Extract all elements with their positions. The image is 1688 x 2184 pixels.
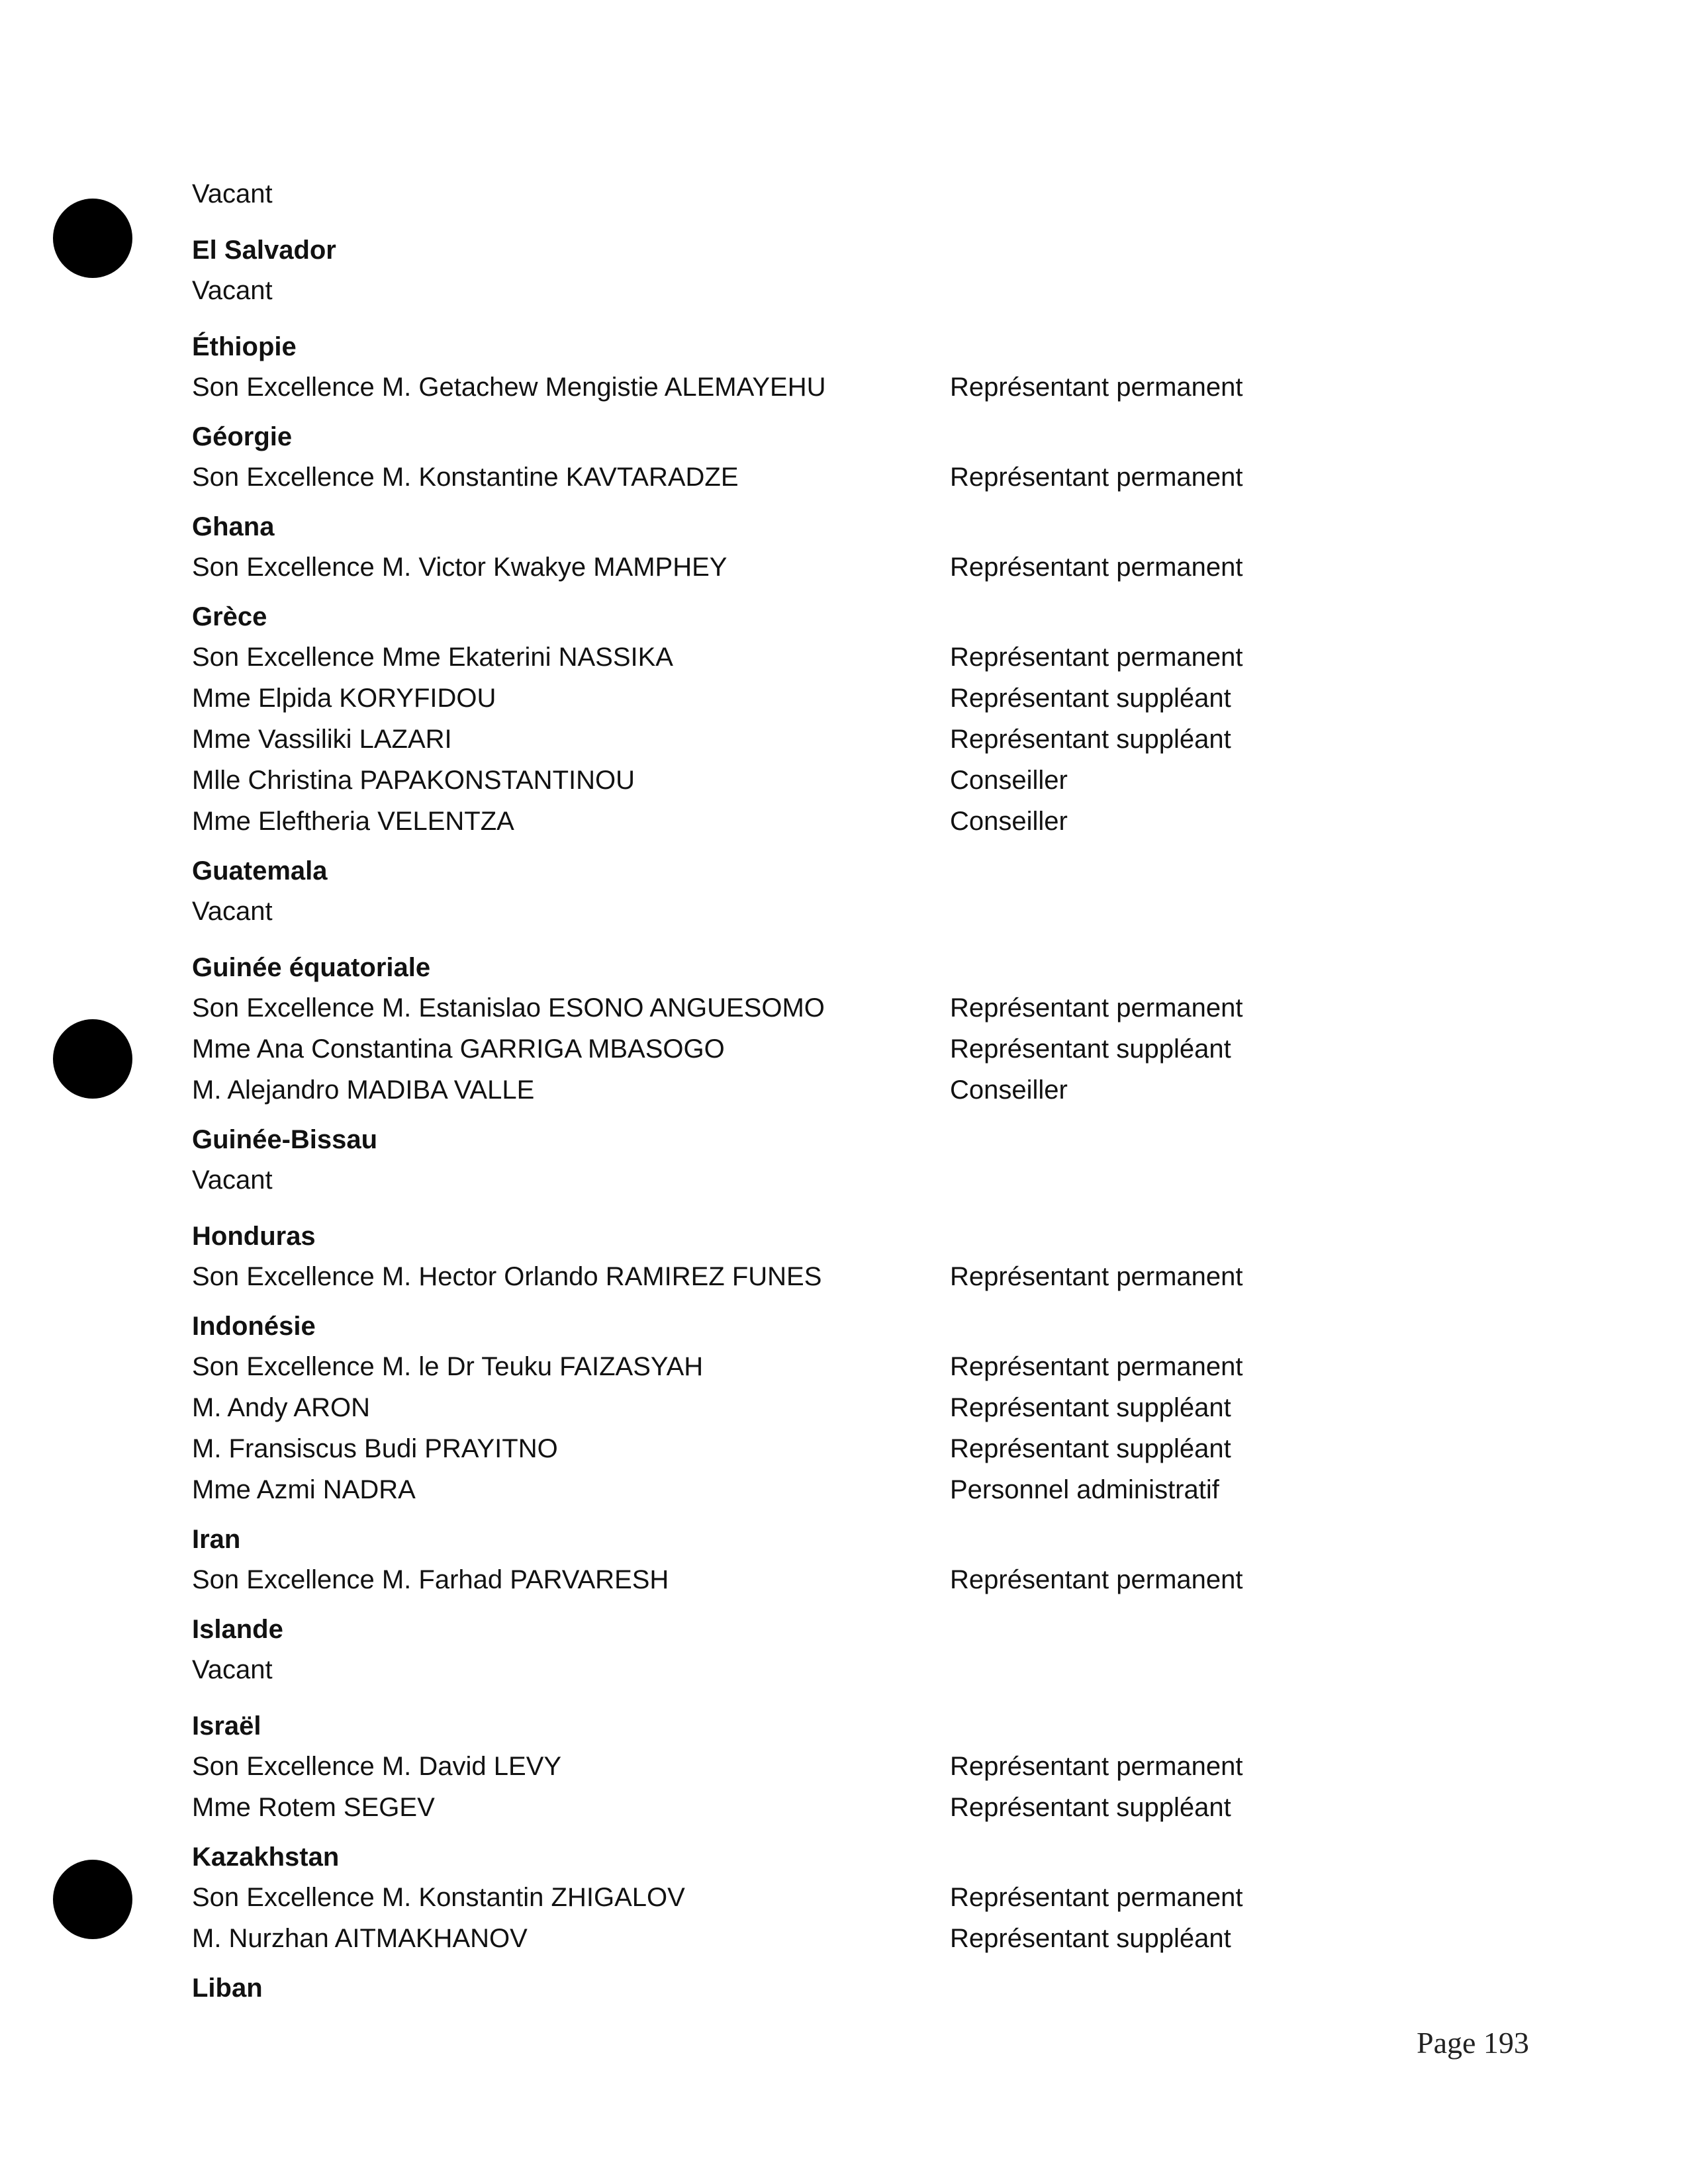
country-block (192, 417, 1317, 498)
member-role: Représentant suppléant (950, 1393, 1231, 1422)
member-name: Mme Vassiliki LAZARI (192, 725, 452, 754)
member-row (192, 987, 1317, 1028)
member-name: Mme Rotem SEGEV (192, 1793, 435, 1822)
member-name: Vacant (192, 897, 273, 926)
country-heading: Israël (192, 1711, 261, 1741)
punch-hole (53, 1019, 132, 1099)
member-name: Son Excellence M. Konstantine KAVTARADZE (192, 463, 739, 492)
member-row (192, 760, 1317, 801)
member-row (192, 678, 1317, 719)
member-name: Vacant (192, 179, 273, 208)
member-role: Représentant suppléant (950, 1434, 1231, 1463)
country-heading: Guinée-Bissau (192, 1125, 378, 1154)
country-heading: El Salvador (192, 236, 336, 265)
member-name: M. Alejandro MADIBA VALLE (192, 1075, 535, 1105)
member-role: Représentant permanent (950, 1352, 1243, 1381)
member-name: Son Excellence M. Victor Kwakye MAMPHEY (192, 553, 727, 582)
country-block (192, 1968, 1317, 2008)
member-role: Conseiller (950, 807, 1068, 836)
member-row (192, 1469, 1317, 1510)
country-block (192, 1706, 1317, 1828)
member-row (192, 1787, 1317, 1828)
member-row (192, 1387, 1317, 1428)
member-role: Représentant suppléant (950, 684, 1231, 713)
country-block (192, 1520, 1317, 1600)
country-heading: Indonésie (192, 1312, 316, 1341)
member-role: Représentant permanent (950, 553, 1243, 582)
country-block (192, 327, 1317, 408)
member-row (192, 367, 1317, 408)
member-row (192, 1877, 1317, 1918)
member-row (192, 1346, 1317, 1387)
country-list (192, 230, 1317, 2008)
member-name: Mme Eleftheria VELENTZA (192, 807, 514, 836)
member-name: Son Excellence M. Hector Orlando RAMIREZ FUNES (192, 1262, 822, 1291)
country-heading: Liban (192, 1974, 263, 2003)
member-name: Son Excellence M. David LEVY (192, 1752, 562, 1781)
country-heading: Islande (192, 1615, 283, 1644)
member-name: Mme Azmi NADRA (192, 1475, 416, 1504)
country-block (192, 1610, 1317, 1690)
member-name: M. Fransiscus Budi PRAYITNO (192, 1434, 558, 1463)
member-row (192, 547, 1317, 588)
member-role: Conseiller (950, 766, 1068, 795)
country-heading: Grèce (192, 602, 267, 631)
country-block (192, 1216, 1317, 1297)
page-number: Page 193 (1417, 2026, 1529, 2060)
member-name: M. Nurzhan AITMAKHANOV (192, 1924, 528, 1953)
country-heading: Iran (192, 1525, 241, 1554)
country-block (192, 1120, 1317, 1201)
country-block (192, 507, 1317, 588)
member-name: Vacant (192, 1655, 273, 1684)
member-name: Son Excellence M. Farhad PARVARESH (192, 1565, 669, 1594)
member-role: Représentant permanent (950, 1752, 1243, 1781)
member-row (192, 801, 1317, 842)
member-row (192, 1918, 1317, 1959)
member-name: Mme Ana Constantina GARRIGA MBASOGO (192, 1034, 725, 1064)
member-name: Son Excellence M. le Dr Teuku FAIZASYAH (192, 1352, 704, 1381)
member-role: Représentant permanent (950, 463, 1243, 492)
member-row (192, 1256, 1317, 1297)
member-row (192, 1746, 1317, 1787)
member-row (192, 270, 1317, 311)
member-row (192, 1428, 1317, 1469)
member-row (192, 1069, 1317, 1111)
member-row (192, 1559, 1317, 1600)
member-name: Son Excellence M. Konstantin ZHIGALOV (192, 1883, 685, 1912)
member-name: M. Andy ARON (192, 1393, 370, 1422)
member-row (192, 719, 1317, 760)
punch-hole (53, 1860, 132, 1939)
country-block (192, 597, 1317, 842)
country-heading: Honduras (192, 1222, 316, 1251)
leading-entry-row (192, 173, 1317, 214)
member-name: Mlle Christina PAPAKONSTANTINOU (192, 766, 635, 795)
country-heading: Éthiopie (192, 332, 297, 361)
delegation-listing (192, 173, 1317, 2008)
country-block (192, 948, 1317, 1111)
country-heading: Kazakhstan (192, 1843, 340, 1872)
member-role: Représentant permanent (950, 643, 1243, 672)
country-block (192, 851, 1317, 932)
member-row (192, 637, 1317, 678)
member-role: Représentant suppléant (950, 1034, 1231, 1064)
member-role: Représentant suppléant (950, 725, 1231, 754)
member-role: Représentant permanent (950, 373, 1243, 402)
country-heading: Ghana (192, 512, 275, 541)
member-role: Représentant permanent (950, 1262, 1243, 1291)
member-role: Conseiller (950, 1075, 1068, 1105)
country-block (192, 230, 1317, 311)
member-role: Représentant permanent (950, 1565, 1243, 1594)
member-role: Représentant permanent (950, 993, 1243, 1023)
member-role: Représentant permanent (950, 1883, 1243, 1912)
punch-hole (53, 199, 132, 278)
country-block (192, 1837, 1317, 1959)
country-heading: Géorgie (192, 422, 293, 451)
member-row (192, 1160, 1317, 1201)
country-heading: Guatemala (192, 856, 328, 886)
country-heading: Guinée équatoriale (192, 953, 431, 982)
country-block (192, 1306, 1317, 1510)
member-name: Son Excellence M. Getachew Mengistie ALEMAYEHU (192, 373, 826, 402)
member-name: Mme Elpida KORYFIDOU (192, 684, 496, 713)
member-row (192, 1028, 1317, 1069)
member-name: Vacant (192, 276, 273, 305)
member-name: Son Excellence Mme Ekaterini NASSIKA (192, 643, 673, 672)
member-role: Personnel administratif (950, 1475, 1219, 1504)
member-role: Représentant suppléant (950, 1793, 1231, 1822)
member-row (192, 1649, 1317, 1690)
member-name: Vacant (192, 1165, 273, 1195)
member-row (192, 457, 1317, 498)
member-role: Représentant suppléant (950, 1924, 1231, 1953)
member-row (192, 891, 1317, 932)
member-name: Son Excellence M. Estanislao ESONO ANGUESOMO (192, 993, 825, 1023)
